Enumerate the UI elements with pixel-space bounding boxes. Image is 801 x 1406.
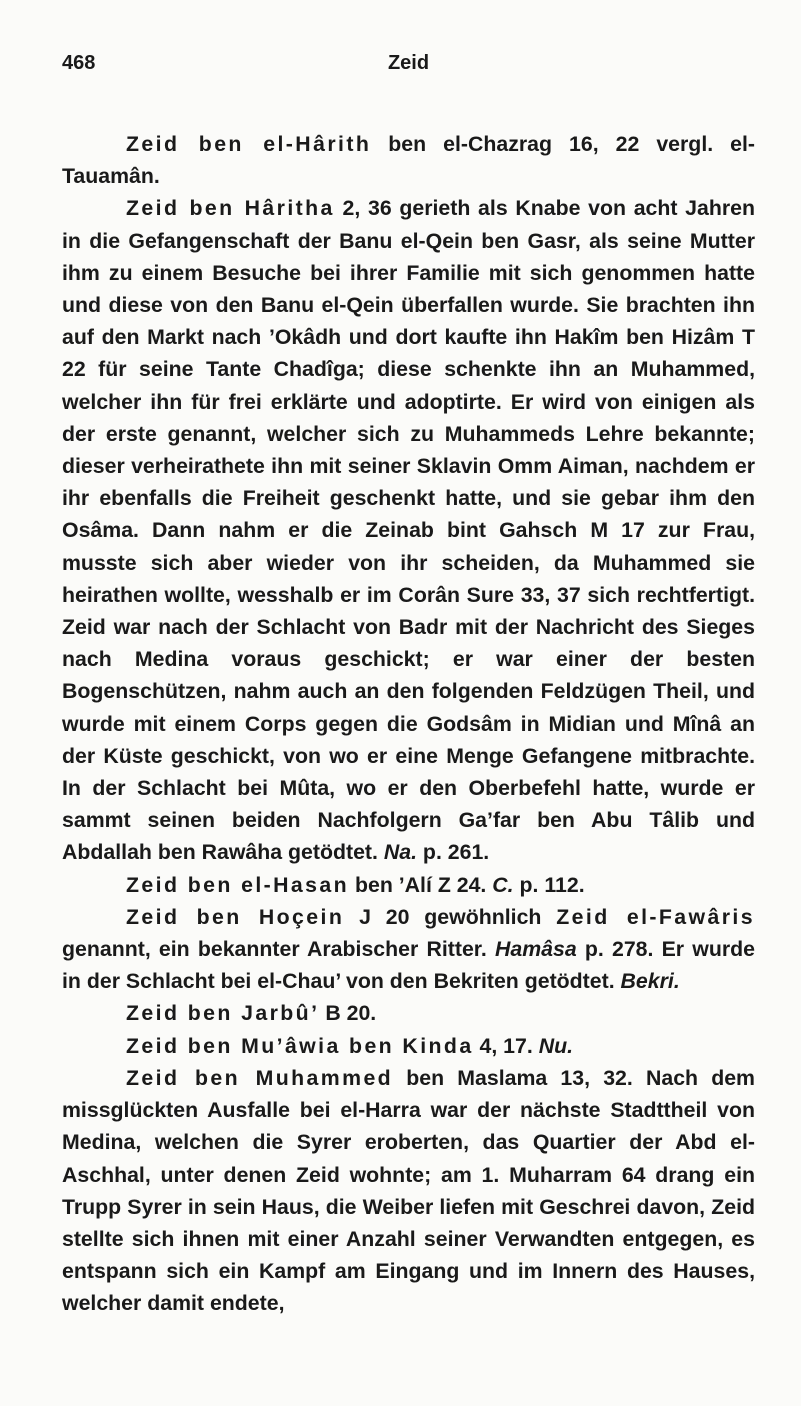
entry-ref: Z — [437, 872, 451, 897]
entry-text: p. 112. — [513, 872, 585, 897]
entry-zeid-ben-haritha — [62, 192, 755, 868]
entry-name: Zeid ben Jarbû’ — [126, 1001, 320, 1026]
entry-text: p. 278. Er wurde in der Schlacht bei el-Chau’ von den Bekriten getödtet. — [62, 937, 755, 994]
source-citation: Nu. — [538, 1033, 574, 1058]
entry-zeid-ben-muhammed — [62, 1062, 755, 1320]
entry-text: ben ’Alí — [349, 872, 438, 897]
entry-text: , 36 gerieth als Knabe von acht Jahren in die Gefangenschaft der Banu el-Qein ben Gasr, als seine Mutter ihm zu einem Besuche bei ihrer Familie mit sich genommen hatte und diese von den Banu el-Qein überfallen wurde. Sie brachten ihn auf den Markt nach ’Okâdh und dort kaufte ihn Hakîm ben Hizâm — [62, 196, 756, 350]
entry-zeid-ben-el-harith — [62, 128, 755, 192]
entry-ref: 13 — [560, 1065, 585, 1090]
dictionary-text — [62, 128, 755, 1320]
entry-name: Zeid ben Muhammed — [126, 1065, 394, 1090]
entry-text: 20 gewöhnlich — [370, 904, 557, 929]
entry-zeid-ben-muawia — [62, 1030, 755, 1062]
entry-ref: J — [359, 904, 371, 929]
entry-zeid-ben-jarbu — [62, 997, 755, 1029]
entry-ref: 2 — [342, 196, 355, 221]
entry-text: 22 für seine Tante Chadîga; diese schenkte ihn an Muhammed, welcher ihn für frei erklärte und adoptirte. Er wird von einigen als der erste genannt, welcher sich zu Muhammeds Lehre bekannte; dieser verheirathete ihn mit seiner Sklavin Omm Aiman, nachdem er ihr ebenfalls die Freiheit geschenkt hatte, und sie gebar ihm den Osâma. Dann nahm er die Zeinab bint Gahsch — [62, 357, 755, 543]
entry-name: Zeid ben el-Hasan — [126, 872, 350, 897]
source-citation: Hamâsa — [495, 937, 577, 962]
entry-zeid-ben-hocein — [62, 901, 755, 998]
entry-text: 20. — [340, 1001, 377, 1026]
source-citation: Na. — [383, 840, 418, 865]
entry-text: p. 261. — [417, 840, 490, 865]
page-number: 468 — [62, 52, 96, 74]
entry-zeid-ben-el-hasan — [62, 869, 755, 901]
source-citation: Bekri. — [620, 969, 680, 994]
entry-ref: T — [741, 325, 755, 350]
entry-text: , 22 vergl. el-Tauamân. — [62, 132, 756, 189]
entry-name: Zeid ben Hâritha — [126, 196, 335, 221]
entry-text: , 32. Nach dem missglückten Ausfalle bei el-Harra war der nächste Stadttheil von Medina, welchen die Syrer eroberten, das Quartier der Abd el-Aschhal, unter denen Zeid wohnte; am 1. Muharram 64 drang ein Trupp Syrer in sein Haus, die Weiber liefen mit Geschrei davon, Zeid stellte sich ihnen mit einer Anzahl seiner Verwandten entgegen, es entspann sich ein Kampf am Eingang und im Innern des Hauses, welcher damit endete, — [62, 1065, 755, 1316]
entry-text: genannt, ein bekannter Arabischer Ritter. — [62, 937, 495, 962]
page-header — [62, 52, 755, 82]
entry-ref: M — [590, 518, 609, 543]
source-citation: C. — [492, 872, 514, 897]
entry-alt-name: Zeid el-Fawâris — [556, 904, 755, 929]
entry-ref: 16 — [569, 132, 593, 156]
entry-name: Zeid ben Hoçein — [126, 904, 345, 929]
entry-name: Zeid ben Mu’âwia ben Kinda — [126, 1033, 474, 1058]
entry-text: 17 zur Frau, musste sich aber wieder von ihr scheiden, da Muhammed sie heirathen wollte, wesshalb er im Corân Sure 33, 37 sich rechtfertigt. Zeid war nach der Schlacht von Badr mit der Nachricht des Sieges nach Medina voraus geschickt; er war einer der besten Bogenschützen, nahm auch an den folgenden Feldzügen Theil, und wurde mit einem Corps gegen die Godsâm in Midian und Mînâ an der Küste geschickt, von wo er eine Menge Gefangene mitbrachte. In der Schlacht bei Mûta, wo er den Oberbefehl hatte, wurde er sammt seinen beiden Nachfolgern Ga’far ben Abu Tâlib und Abdallah ben Rawâha getödtet. — [62, 518, 756, 865]
entry-name: Zeid ben el-Hârith — [126, 132, 372, 156]
entry-ref: B — [325, 1001, 341, 1026]
running-head: Zeid — [387, 52, 430, 74]
entry-text: 4, 17. — [473, 1033, 539, 1058]
entry-text: ben Maslama — [393, 1065, 561, 1090]
entry-text: ben el-Chazrag — [371, 132, 570, 156]
entry-text: 24. — [450, 872, 493, 897]
